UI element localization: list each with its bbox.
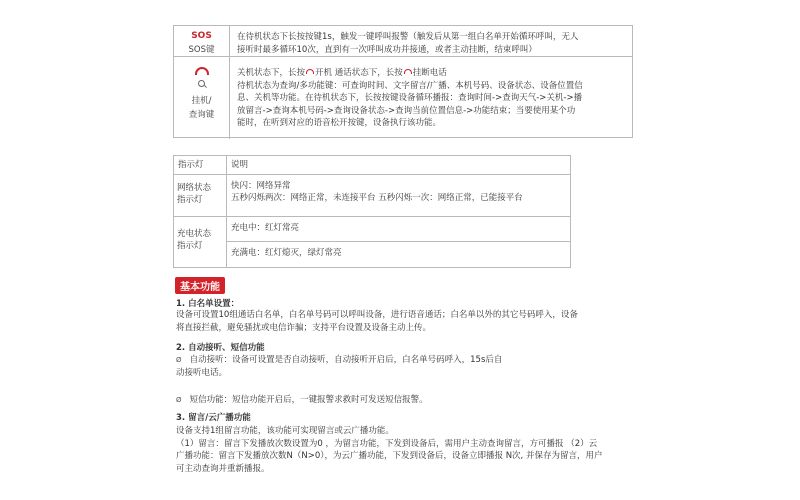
hangup-desc-line: 放留言->查询本机号码->查询设备状态->查询当前位置信息->功能结束；当要使用某个功 xyxy=(237,105,576,116)
sos-key-label: SOS键 xyxy=(188,45,215,55)
network-indicator-label: 网络状态 指示灯 xyxy=(177,183,212,205)
hangup-desc-line: 息、关机等功能。在待机状态下，长按按键设备循环播报：查询时间->查询天气->关机->播 xyxy=(237,93,583,103)
full-charge-desc: 充满电：红灯熄灭，绿灯常亮 xyxy=(231,248,342,258)
whitelist-text: 设备可设置10组通话白名单，白名单号码可以呼叫设备，进行语音通话；白名单以外的其它号码呼入，设备 将直接拦截，避免骚扰或电信诈骗；支持平台设置及设备主动上传。 xyxy=(176,310,578,333)
phone-hangup-icon xyxy=(306,69,314,74)
message-broadcast-text: 设备支持1组留言功能，该功能可实现留言或云广播功能。 （1）留言：留言下发播放次数设置为0 ，为留言功能，下发到设备后，需用户主动查询留言，方可播报 （2）云 广播功能：留言下发播放次数N（N>0），为云广播功能，下发到设备后，设备立即播报 N次, 并保存为留言，用户 可主动查询并重新播报。 xyxy=(176,426,603,474)
header-description: 说明 xyxy=(231,160,249,170)
hangup-key-label: 查询键 xyxy=(188,110,215,120)
heading-message-broadcast: 3. 留言/云广播功能 xyxy=(176,413,251,423)
bullet-icon: Ø xyxy=(176,356,182,364)
key-function-table xyxy=(173,25,633,138)
network-indicator-desc: 快闪：网络异常 五秒闪烁两次：网络正常，未连接平台 五秒闪烁一次：网络正常，已能接平台 xyxy=(231,181,523,203)
heading-auto-answer: 2. 自动接听、短信功能 xyxy=(176,343,265,353)
hangup-desc-line: 关机状态下，长按 开机 通话状态下，长按 挂断电话 xyxy=(237,68,447,78)
phone-hangup-icon xyxy=(404,69,412,74)
bullet-icon: Ø xyxy=(176,396,182,404)
sos-description xyxy=(237,31,628,56)
hangup-key-label: 挂机/ xyxy=(191,96,212,106)
sms-text: Ø 短信功能：短信功能开启后，一键报警求救时可发送短信报警。 xyxy=(176,395,428,405)
indicator-table xyxy=(173,155,571,268)
table-row-sos xyxy=(174,26,632,57)
section-title-basic: 基本功能 xyxy=(175,277,225,294)
sos-label: SOS xyxy=(191,31,212,41)
phone-hangup-icon xyxy=(195,67,209,75)
search-icon xyxy=(198,80,205,87)
header-indicator: 指示灯 xyxy=(178,160,204,170)
hangup-desc-line: 能时，在听到对应的语音松开按键，设备执行该功能。 xyxy=(237,118,442,128)
sos-desc-line: 在待机状态下长按按键1s，触发一键呼叫报警（触发后从第一组白名单开始循环呼叫，无人 xyxy=(237,32,579,42)
hangup-description xyxy=(237,67,628,130)
auto-answer-text: Ø 自动接听：设备可设置是否自动接听，自动接听开启后，白名单号码呼入，15s后自 动接听电话。 xyxy=(176,355,503,378)
heading-whitelist: 1. 白名单设置： xyxy=(176,299,240,309)
charge-indicator-label: 充电状态 指示灯 xyxy=(177,229,212,251)
table-row-hangup xyxy=(174,57,632,139)
hangup-desc-line: 待机状态为查询/多功能键：可查询时间、文字留言/广播、本机号码、设备状态、设备位置信 xyxy=(237,80,583,91)
sos-desc-line: 接听时最多循环10次，直到有一次呼叫成功并接通，或者主动挂断，结束呼叫） xyxy=(237,44,537,55)
hangup-key-cell xyxy=(174,57,230,139)
sos-key-cell xyxy=(174,26,230,56)
charging-desc: 充电中：红灯常亮 xyxy=(231,223,300,233)
